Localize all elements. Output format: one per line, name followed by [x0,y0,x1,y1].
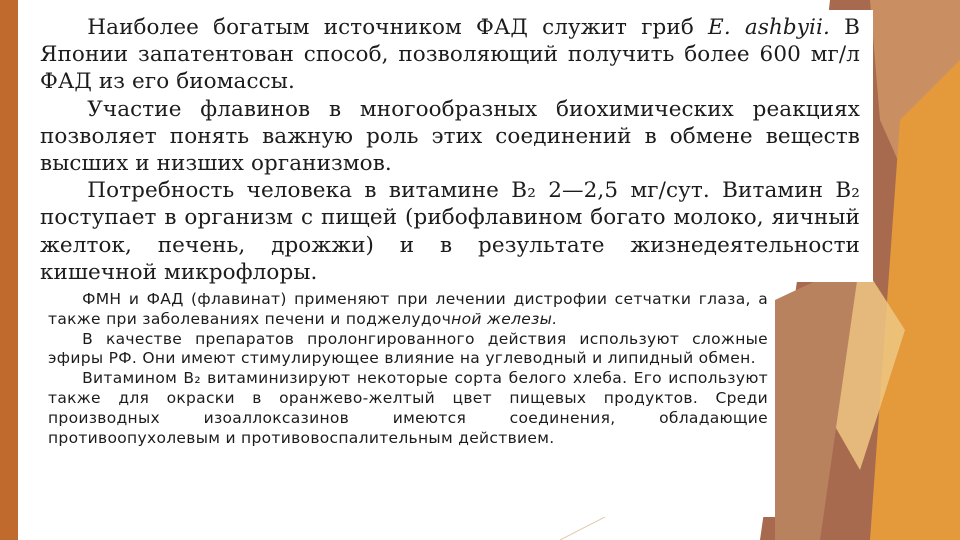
left-accent-bar [0,0,18,540]
paragraph: Потребность человека в витамине B₂ 2—2,5 мг/сут. Витамин B₂ поступает в организм с пищей (рибофлавином богато молоко, яичный желток, печень, дрожжи) и в результате жизнедеятельности кишечной микрофлоры. [40,178,860,285]
paragraph: Витамином B₂ витаминизируют некоторые сорта белого хлеба. Его используют также для окраски в оранжево-желтый цвет пищевых продуктов. Среди производных изоаллоксазинов имеются соединения, обладающие противоопухолевым и противовоспалительным действием. [48,369,768,447]
textbook-excerpt-bottom [30,287,775,517]
paragraph [48,290,768,330]
textbook-excerpt-top [30,10,873,285]
paragraph-text: В Японии запатентован способ, позволяющий получить более 600 мг/л ФАД из его биомассы. [40,15,860,95]
paragraph-text: ФМН и ФАД (флавинат) применяют при лечении дистрофии сетчатки глаза, а также при заболеваниях печени и поджелудоч [48,290,768,328]
species-name: E. ashbyii. [708,15,830,40]
paragraph-text-italic: ной железы. [451,309,558,328]
paragraph: В качестве препаратов пролонгированного действия используют сложные эфиры РФ. Они имеют стимулирующее влияние на углеводный и липидный обмен. [48,329,768,368]
paragraph [40,14,860,96]
excerpt-bottom-body [48,290,768,448]
excerpt-top-body [40,14,860,286]
paragraph: Участие флавинов в многообразных биохимических реакциях позволяет понять важную роль этих соединений в обмене веществ высших и низших организмов. [40,96,860,177]
paragraph-text: Наиболее богатым источником ФАД служит гриб [87,15,709,40]
